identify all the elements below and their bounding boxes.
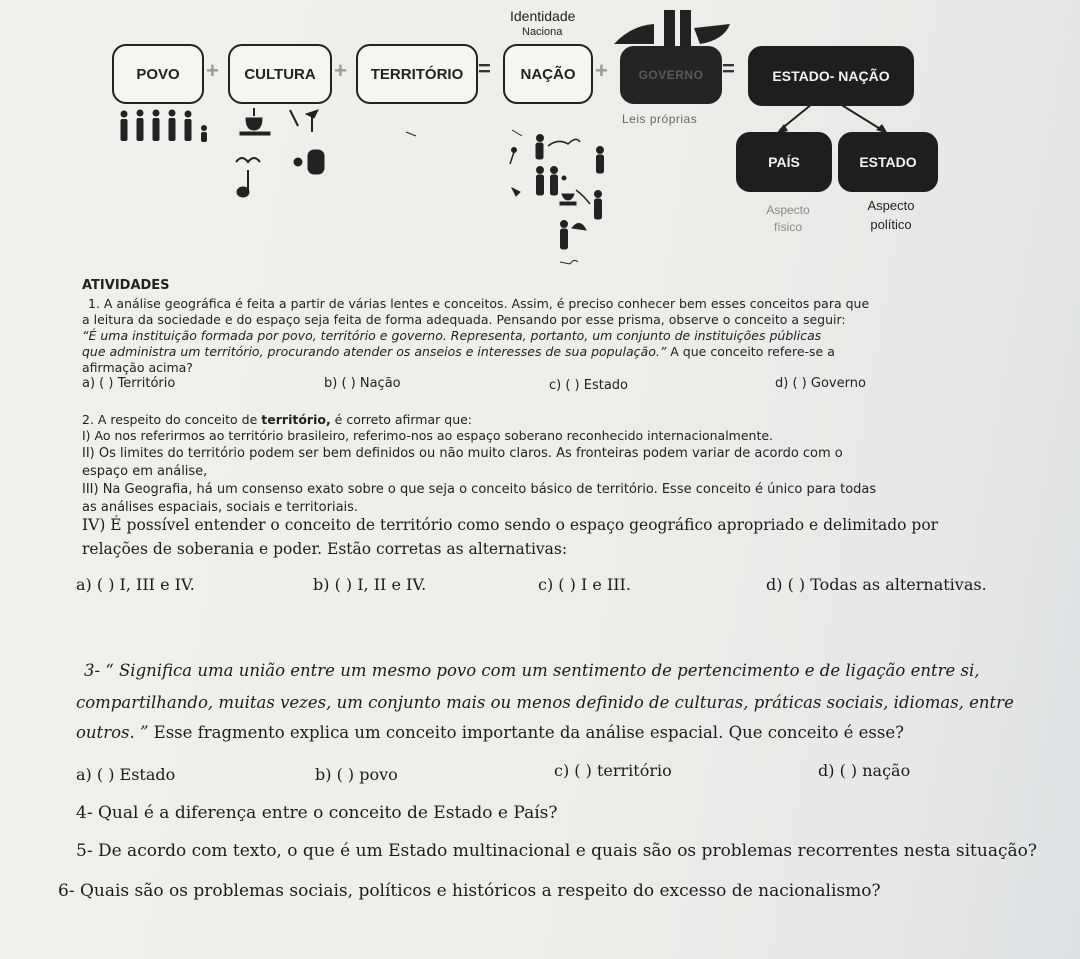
people-group-icon bbox=[116, 108, 212, 148]
equals-sign: = bbox=[478, 56, 491, 81]
q1-option-c[interactable]: c) ( ) Estado bbox=[549, 378, 629, 393]
q3-option-c[interactable]: c) ( ) território bbox=[554, 761, 672, 780]
q1-quote-tail: A que conceito refere-se a bbox=[666, 344, 835, 359]
q2-option-b[interactable]: b) ( ) I, II e IV. bbox=[313, 575, 427, 594]
q2-intro-post: é correto afirmar que: bbox=[330, 412, 473, 427]
box-estado: ESTADO bbox=[838, 132, 938, 192]
q2-option-a[interactable]: a) ( ) I, III e IV. bbox=[76, 575, 195, 594]
box-governo: GOVERNO bbox=[620, 46, 722, 104]
box-nacao: NAÇÃO bbox=[503, 44, 593, 104]
question-6: 6- Quais são os problemas sociais, políticos e históricos a respeito do excesso de nacionalismo? bbox=[58, 881, 881, 901]
q1-line-5: afirmação acima? bbox=[82, 360, 193, 375]
diagram-header-subtitle: Naciona bbox=[522, 26, 563, 38]
q1-line-2: a leitura da sociedade e do espaço seja feita de forma adequada. Pensando por esse prisma, observe o conceito a seguir: bbox=[82, 312, 846, 327]
aspecto-fisico-line2: físico bbox=[773, 220, 802, 234]
q2-item-ii-1: II) Os limites do território podem ser bem definidos ou não muito claros. As fronteiras podem variar de acordo com o bbox=[82, 446, 843, 461]
government-building-icon bbox=[612, 4, 732, 50]
q1-quote-2: que administra um território, procurando atender os anseios e interesses de sua população.” bbox=[82, 344, 667, 359]
aspecto-fisico-line1: Aspecto bbox=[766, 203, 810, 217]
aspecto-fisico-label bbox=[756, 202, 820, 236]
question-4: 4- Qual é a diferença entre o conceito de Estado e País? bbox=[76, 803, 558, 823]
q3-option-a[interactable]: a) ( ) Estado bbox=[76, 765, 176, 784]
q2-item-ii-2: espaço em análise, bbox=[82, 464, 208, 479]
q3-line-3 bbox=[76, 722, 904, 744]
territory-people-icons bbox=[400, 112, 640, 272]
q3-line-1: 3- “ Significa uma união entre um mesmo povo com um sentimento de pertencimento e de ligação entre si, bbox=[84, 661, 980, 680]
plus-sign: + bbox=[206, 58, 219, 83]
q2-item-iv-2: relações de soberania e poder. Estão corretas as alternativas: bbox=[82, 540, 568, 558]
box-territorio: TERRITÓRIO bbox=[356, 44, 478, 104]
equals-sign: = bbox=[722, 56, 735, 81]
q2-item-iv-1: IV) É possível entender o conceito de território como sendo o espaço geográfico apropriado e delimitado por bbox=[82, 516, 939, 534]
leis-proprias-label: Leis próprias bbox=[622, 112, 698, 126]
q2-option-c[interactable]: c) ( ) I e III. bbox=[538, 575, 631, 594]
plus-sign: + bbox=[595, 58, 608, 83]
q3-line-2: compartilhando, muitas vezes, um conjunto mais ou menos definido de culturas, práticas sociais, idiomas, entre bbox=[76, 693, 1014, 712]
q2-item-i: I) Ao nos referirmos ao território brasileiro, referimo-nos ao espaço soberano reconhecido internacionalmente. bbox=[82, 428, 774, 443]
diagram-header-title: Identidade bbox=[510, 8, 576, 24]
q1-quote-1: “É uma instituição formada por povo, território e governo. Representa, portanto, um conjunto de instituições públicas bbox=[82, 328, 822, 343]
aspecto-politico-line2: político bbox=[870, 217, 912, 232]
q1-option-b[interactable]: b) ( ) Nação bbox=[324, 376, 401, 391]
q2-item-iii-2: as análises espaciais, sociais e territoriais. bbox=[82, 500, 359, 515]
box-pais: PAÍS bbox=[736, 132, 832, 192]
aspecto-politico-label bbox=[856, 196, 926, 234]
q2-item-iii-1: III) Na Geografia, há um consenso exato sobre o que seja o conceito básico de território. Esse conceito é único para todas bbox=[82, 482, 877, 497]
q3-line-3-rest: Esse fragmento explica um conceito importante da análise espacial. Que conceito é esse? bbox=[148, 723, 904, 742]
atividades-title: ATIVIDADES bbox=[82, 278, 170, 293]
aspecto-politico-line1: Aspecto bbox=[867, 198, 915, 213]
box-cultura: CULTURA bbox=[228, 44, 332, 104]
q1-option-d[interactable]: d) ( ) Governo bbox=[775, 376, 866, 391]
q2-intro-pre: 2. A respeito do conceito de bbox=[82, 412, 262, 427]
q3-option-d[interactable]: d) ( ) nação bbox=[818, 761, 911, 780]
q2-intro-bold: território, bbox=[261, 412, 331, 427]
q3-option-b[interactable]: b) ( ) povo bbox=[315, 765, 398, 784]
q1-line-4 bbox=[82, 344, 835, 360]
box-povo: POVO bbox=[112, 44, 204, 104]
q3-line-3-italic: outros. ” bbox=[76, 723, 149, 742]
plus-sign: + bbox=[334, 58, 347, 83]
question-5: 5- De acordo com texto, o que é um Estado multinacional e quais são os problemas recorrentes nesta situação? bbox=[76, 841, 1037, 861]
q2-intro bbox=[82, 412, 472, 428]
box-estado-nacao: ESTADO- NAÇÃO bbox=[748, 46, 914, 106]
culture-icons bbox=[228, 104, 338, 200]
q2-option-d[interactable]: d) ( ) Todas as alternativas. bbox=[766, 575, 987, 594]
q1-line-1: 1. A análise geográfica é feita a partir de várias lentes e conceitos. Assim, é preciso conhecer bem esses conceitos para que bbox=[88, 296, 870, 311]
q1-option-a[interactable]: a) ( ) Território bbox=[82, 376, 176, 391]
